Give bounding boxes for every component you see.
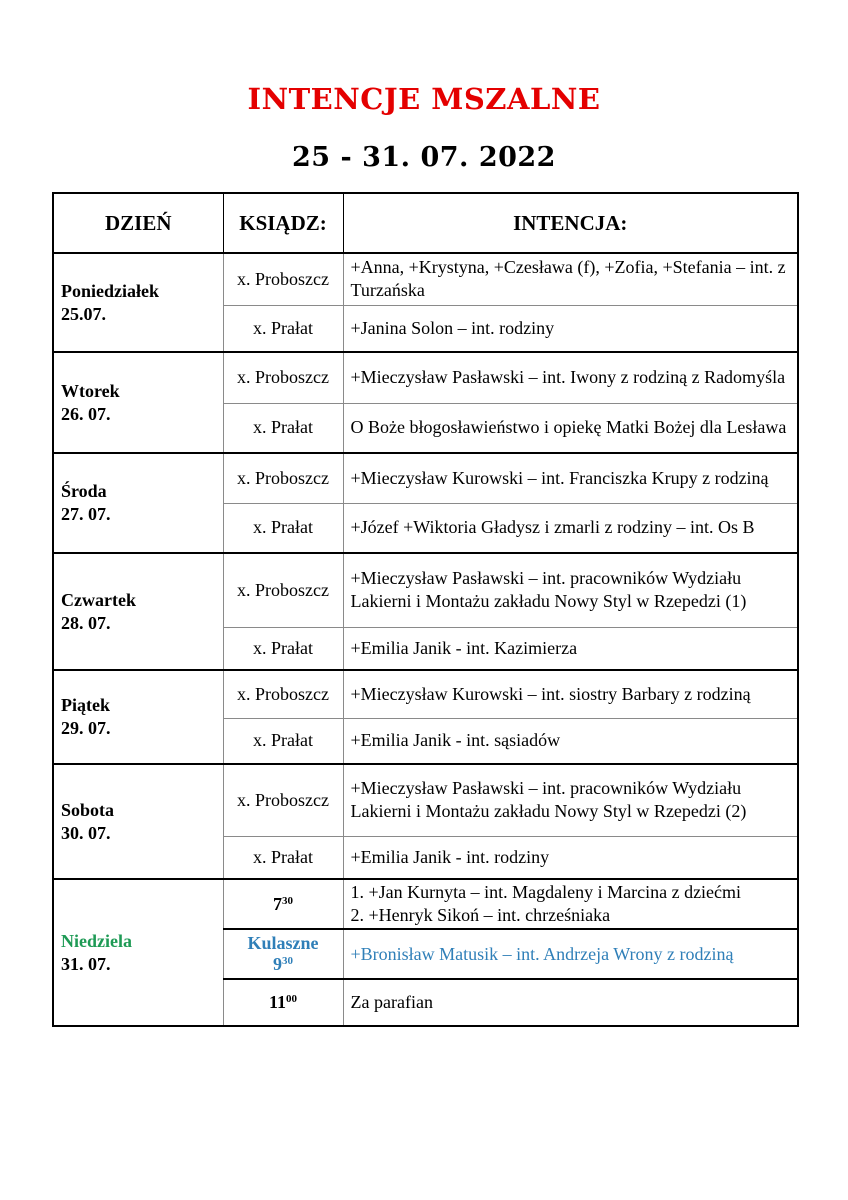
priest-cell: x. Prałat xyxy=(223,718,343,764)
day-name: Sobota xyxy=(61,799,115,820)
intention-line: 1. +Jan Kurnyta – int. Magdaleny i Marcina z dziećmi xyxy=(350,882,742,902)
priest-cell: x. Prałat xyxy=(223,627,343,670)
mass-hour: 9 xyxy=(273,954,282,974)
intention-cell: +Bronisław Matusik – int. Andrzeja Wrony z rodziną xyxy=(343,929,798,979)
day-cell xyxy=(53,764,223,879)
intention-cell: +Emilia Janik - int. Kazimierza xyxy=(343,627,798,670)
day-name: Wtorek xyxy=(61,380,120,401)
mass-minutes: 30 xyxy=(282,955,293,967)
day-name: Niedziela xyxy=(61,930,132,951)
mass-time-cell xyxy=(223,929,343,979)
mass-minutes: 00 xyxy=(286,993,297,1005)
intention-line: 2. +Henryk Sikoń – int. chrześniaka xyxy=(350,905,611,925)
table-row xyxy=(53,764,798,836)
intention-cell xyxy=(343,879,798,929)
intention-cell: +Emilia Janik - int. rodziny xyxy=(343,836,798,879)
day-cell xyxy=(53,553,223,670)
day-name: Środa xyxy=(61,481,107,501)
table-row xyxy=(53,253,798,305)
priest-cell: x. Prałat xyxy=(223,305,343,352)
day-cell xyxy=(53,253,223,352)
page-title: INTENCJE MSZALNE xyxy=(247,82,601,116)
day-date: 25.07. xyxy=(61,303,106,324)
day-date: 31. 07. xyxy=(61,953,111,974)
priest-cell: x. Prałat xyxy=(223,836,343,879)
intention-cell: +Mieczysław Kurowski – int. siostry Barbary z rodziną xyxy=(343,670,798,718)
table-row xyxy=(53,553,798,627)
priest-cell: x. Prałat xyxy=(223,503,343,553)
day-date: 29. 07. xyxy=(61,718,111,738)
intention-cell: +Mieczysław Pasławski – int. pracowników Wydziału Lakierni i Montażu zakładu Nowy Styl w Rzepedzi (2) xyxy=(343,764,798,836)
intention-cell: +Mieczysław Kurowski – int. Franciszka Krupy z rodziną xyxy=(343,453,798,503)
intention-cell: +Józef +Wiktoria Gładysz i zmarli z rodziny – int. Os B xyxy=(343,503,798,553)
priest-cell: x. Proboszcz xyxy=(223,352,343,403)
day-cell xyxy=(53,352,223,453)
intention-cell: Za parafian xyxy=(343,979,798,1026)
priest-cell: x. Proboszcz xyxy=(223,670,343,718)
day-date: 30. 07. xyxy=(61,822,111,843)
table-row xyxy=(53,670,798,718)
intention-cell: +Emilia Janik - int. sąsiadów xyxy=(343,718,798,764)
header-row xyxy=(53,193,798,253)
priest-cell: x. Proboszcz xyxy=(223,453,343,503)
day-cell xyxy=(53,670,223,764)
header-day: DZIEŃ xyxy=(53,193,223,253)
day-cell xyxy=(53,879,223,1026)
mass-time-cell xyxy=(223,879,343,929)
table-row xyxy=(53,352,798,403)
intention-cell: O Boże błogosławieństwo i opiekę Matki Bożej dla Lesława xyxy=(343,403,798,453)
intention-cell: +Mieczysław Pasławski – int. Iwony z rodziną z Radomyśla xyxy=(343,352,798,403)
intentions-table xyxy=(52,192,799,1027)
day-name: Poniedziałek xyxy=(61,280,159,301)
date-range: 25 - 31. 07. 2022 xyxy=(292,142,556,173)
mass-minutes: 30 xyxy=(282,894,293,907)
priest-cell: x. Proboszcz xyxy=(223,253,343,305)
table-row xyxy=(53,879,798,929)
priest-cell: x. Prałat xyxy=(223,403,343,453)
intention-cell: +Mieczysław Pasławski – int. pracowników Wydziału Lakierni i Montażu zakładu Nowy Styl w Rzepedzi (1) xyxy=(343,553,798,627)
mass-hour: 7 xyxy=(273,893,282,914)
header-intention: INTENCJA: xyxy=(343,193,798,253)
mass-time-cell xyxy=(223,979,343,1026)
mass-hour: 11 xyxy=(268,992,286,1012)
intention-cell: +Janina Solon – int. rodziny xyxy=(343,305,798,352)
day-date: 26. 07. xyxy=(61,403,111,424)
intention-cell: +Anna, +Krystyna, +Czesława (f), +Zofia, +Stefania – int. z Turzańska xyxy=(343,253,798,305)
day-date: 27. 07. xyxy=(61,504,111,524)
day-name: Czwartek xyxy=(61,589,136,610)
day-date: 28. 07. xyxy=(61,612,111,633)
priest-cell: x. Proboszcz xyxy=(223,553,343,627)
mass-place: Kulaszne xyxy=(247,933,319,953)
day-cell xyxy=(53,453,223,553)
day-name: Piątek xyxy=(61,695,110,715)
header-priest: KSIĄDZ: xyxy=(223,193,343,253)
priest-cell: x. Proboszcz xyxy=(223,764,343,836)
table-row xyxy=(53,453,798,503)
